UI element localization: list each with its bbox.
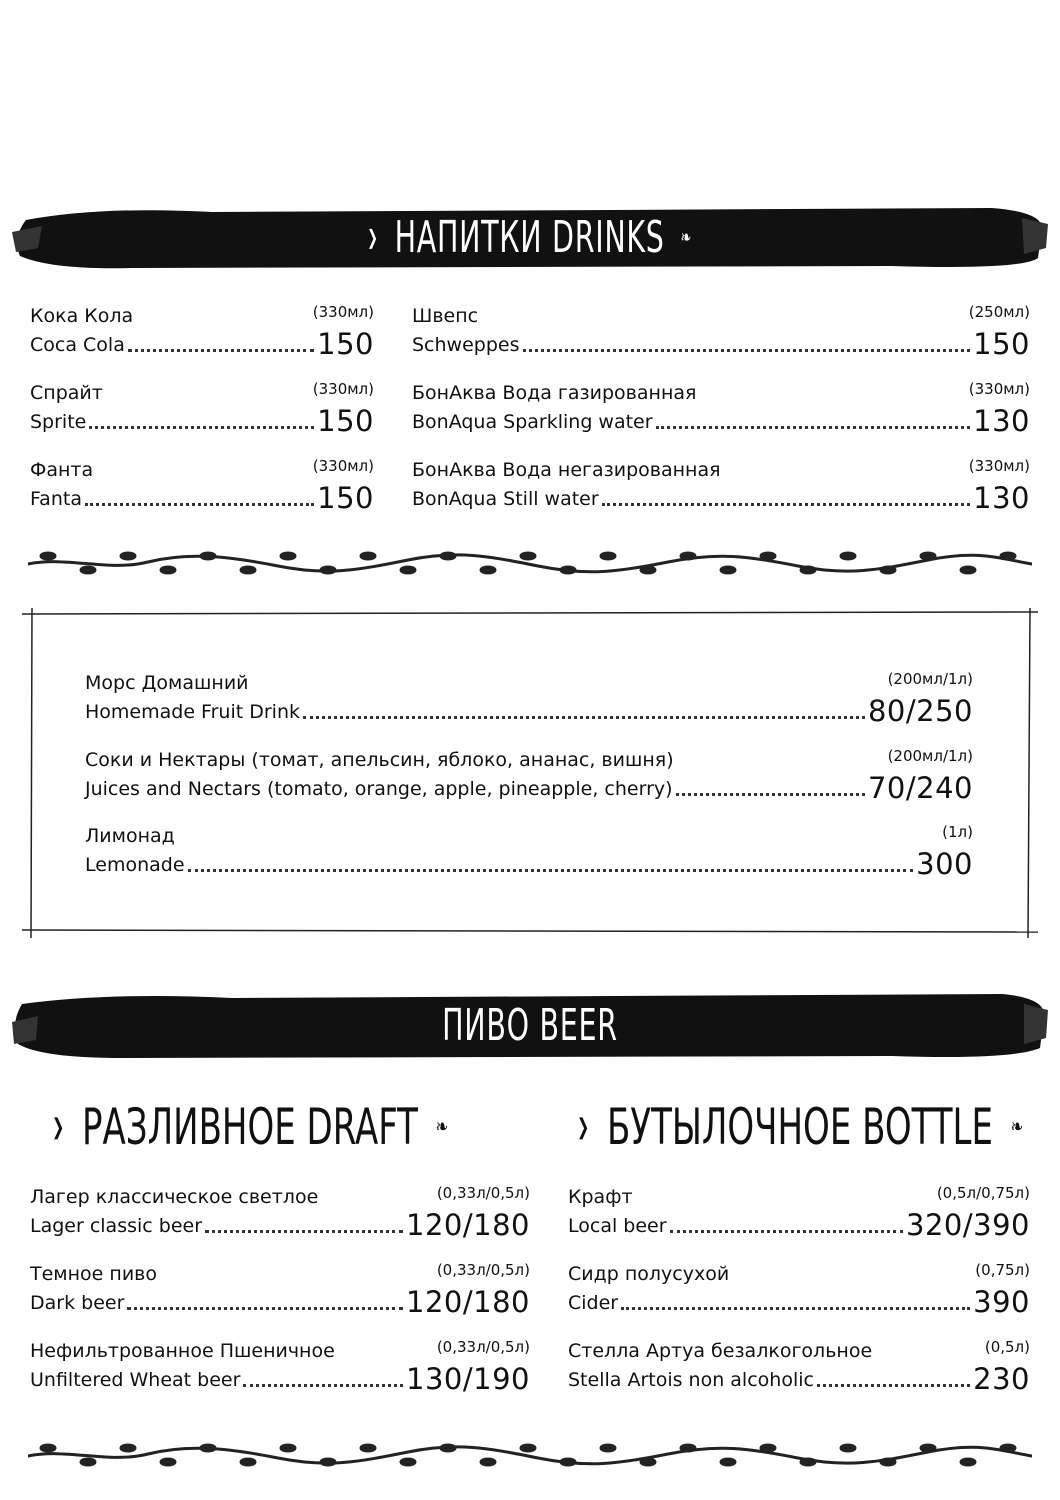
dot-leader — [188, 869, 914, 872]
item-price: 80/250 — [867, 694, 973, 728]
item-volume: (0,33л/0,5л) — [436, 1338, 530, 1356]
item-volume: (0,33л/0,5л) — [436, 1261, 530, 1279]
drinks-title — [368, 212, 693, 263]
item-price: 130/190 — [406, 1362, 530, 1396]
item-price: 150 — [317, 404, 374, 438]
item-name-ru: Сидр полусухой — [568, 1263, 730, 1285]
item-volume: (200мл/1л) — [887, 670, 973, 688]
item-name-ru: Швепс — [412, 305, 479, 327]
item-price: 150 — [317, 327, 374, 361]
item-name-ru: Фанта — [30, 459, 94, 481]
dot-leader — [89, 426, 314, 429]
item-volume: (330мл) — [312, 380, 374, 398]
item-price: 130 — [973, 481, 1030, 515]
beer-banner — [12, 986, 1048, 1064]
item-name-ru: Спрайт — [30, 382, 103, 404]
item-volume: (250мл) — [968, 303, 1030, 321]
dot-leader — [602, 503, 970, 506]
drinks-title-text: НАПИТКИ DRINKS — [394, 211, 666, 263]
item-name-ru: Лимонад — [85, 825, 175, 847]
dot-leader — [85, 503, 314, 506]
item-name-en: Dark beer — [30, 1292, 125, 1314]
item-name-en: Schweppes — [412, 334, 520, 356]
item-name-ru: БонАква Вода негазированная — [412, 459, 721, 481]
ornament-left-icon: ❯ — [51, 1114, 65, 1140]
drinks-banner — [12, 198, 1048, 276]
item-volume: (0,33л/0,5л) — [436, 1184, 530, 1202]
beer-title — [442, 1000, 618, 1051]
item-price: 300 — [916, 847, 973, 881]
draft-title-text: РАЗЛИВНОЕ DRAFT — [82, 1098, 418, 1156]
item-name-ru: Темное пиво — [30, 1263, 157, 1285]
bottle-title-text: БУТЫЛОЧНОЕ BOTTLE — [607, 1098, 993, 1156]
item-name-en: Lager classic beer — [30, 1215, 203, 1237]
item-volume: (330мл) — [312, 457, 374, 475]
item-name-en: BonAqua Sparkling water — [412, 411, 653, 433]
menu-item — [412, 457, 1030, 513]
item-name-ru: БонАква Вода газированная — [412, 382, 697, 404]
dot-leader — [670, 1230, 903, 1233]
menu-item — [30, 1261, 530, 1317]
item-name-ru: Кока Кола — [30, 305, 134, 327]
dot-leader — [243, 1384, 403, 1387]
item-name-en: Coca Cola — [30, 334, 125, 356]
item-name-en: Fanta — [30, 488, 82, 510]
ornament-left-icon: ❯ — [576, 1114, 590, 1140]
item-price: 320/390 — [906, 1208, 1030, 1242]
item-price: 130 — [973, 404, 1030, 438]
menu-item — [30, 380, 374, 436]
item-volume: (330мл) — [968, 380, 1030, 398]
item-name-en: Sprite — [30, 411, 87, 433]
dot-leader — [817, 1384, 970, 1387]
dot-leader — [621, 1307, 970, 1310]
item-price: 120/180 — [406, 1285, 530, 1319]
dot-leader — [205, 1230, 403, 1233]
menu-item — [85, 747, 973, 803]
dot-leader — [127, 1307, 403, 1310]
item-volume: (0,5л/0,75л) — [936, 1184, 1030, 1202]
ornament-left-icon: ❯ — [367, 225, 380, 249]
menu-item — [85, 670, 973, 726]
beer-title-text: ПИВО BEER — [442, 999, 618, 1051]
ornament-right-icon: ❧ — [435, 1114, 449, 1140]
draft-subtitle — [51, 1098, 449, 1156]
menu-item — [30, 1184, 530, 1240]
menu-item — [568, 1184, 1030, 1240]
item-name-en: Homemade Fruit Drink — [85, 701, 300, 723]
item-volume: (1л) — [942, 823, 973, 841]
menu-item — [412, 303, 1030, 359]
item-price: 230 — [973, 1362, 1030, 1396]
item-volume: (0,5л) — [984, 1338, 1030, 1356]
item-name-en: Unfiltered Wheat beer — [30, 1369, 241, 1391]
item-name-en: Local beer — [568, 1215, 667, 1237]
menu-item — [30, 303, 374, 359]
item-name-en: Stella Artois non alcoholic — [568, 1369, 814, 1391]
item-price: 70/240 — [867, 771, 973, 805]
item-name-ru: Нефильтрованное Пшеничное — [30, 1340, 335, 1362]
menu-item — [85, 823, 973, 879]
item-name-ru: Крафт — [568, 1186, 633, 1208]
item-volume: (0,75л) — [975, 1261, 1030, 1279]
item-name-en: Lemonade — [85, 854, 185, 876]
vine-divider-icon — [28, 1436, 1032, 1476]
item-name-ru: Лагер классическое светлое — [30, 1186, 319, 1208]
item-name-ru: Стелла Артуа безалкогольное — [568, 1340, 873, 1362]
menu-item — [30, 457, 374, 513]
menu-item — [30, 1338, 530, 1394]
item-name-ru: Соки и Нектары (томат, апельсин, яблоко, ананас, вишня) — [85, 749, 674, 771]
ornament-right-icon: ❧ — [680, 225, 693, 249]
item-price: 390 — [973, 1285, 1030, 1319]
dot-leader — [656, 426, 971, 429]
item-price: 150 — [973, 327, 1030, 361]
item-price: 150 — [317, 481, 374, 515]
menu-item — [568, 1261, 1030, 1317]
item-volume: (200мл/1л) — [887, 747, 973, 765]
menu-item — [568, 1338, 1030, 1394]
item-name-ru: Морс Домашний — [85, 672, 249, 694]
vine-divider-icon — [28, 544, 1032, 584]
bottle-subtitle — [576, 1098, 1024, 1156]
item-name-en: Juices and Nectars (tomato, orange, apple, pineapple, cherry) — [85, 778, 673, 800]
item-volume: (330мл) — [968, 457, 1030, 475]
dot-leader — [523, 349, 971, 352]
item-name-en: BonAqua Still water — [412, 488, 599, 510]
item-price: 120/180 — [406, 1208, 530, 1242]
dot-leader — [128, 349, 314, 352]
dot-leader — [676, 793, 865, 796]
ornament-right-icon: ❧ — [1010, 1114, 1024, 1140]
item-name-en: Cider — [568, 1292, 619, 1314]
item-volume: (330мл) — [312, 303, 374, 321]
dot-leader — [303, 716, 865, 719]
menu-item — [412, 380, 1030, 436]
